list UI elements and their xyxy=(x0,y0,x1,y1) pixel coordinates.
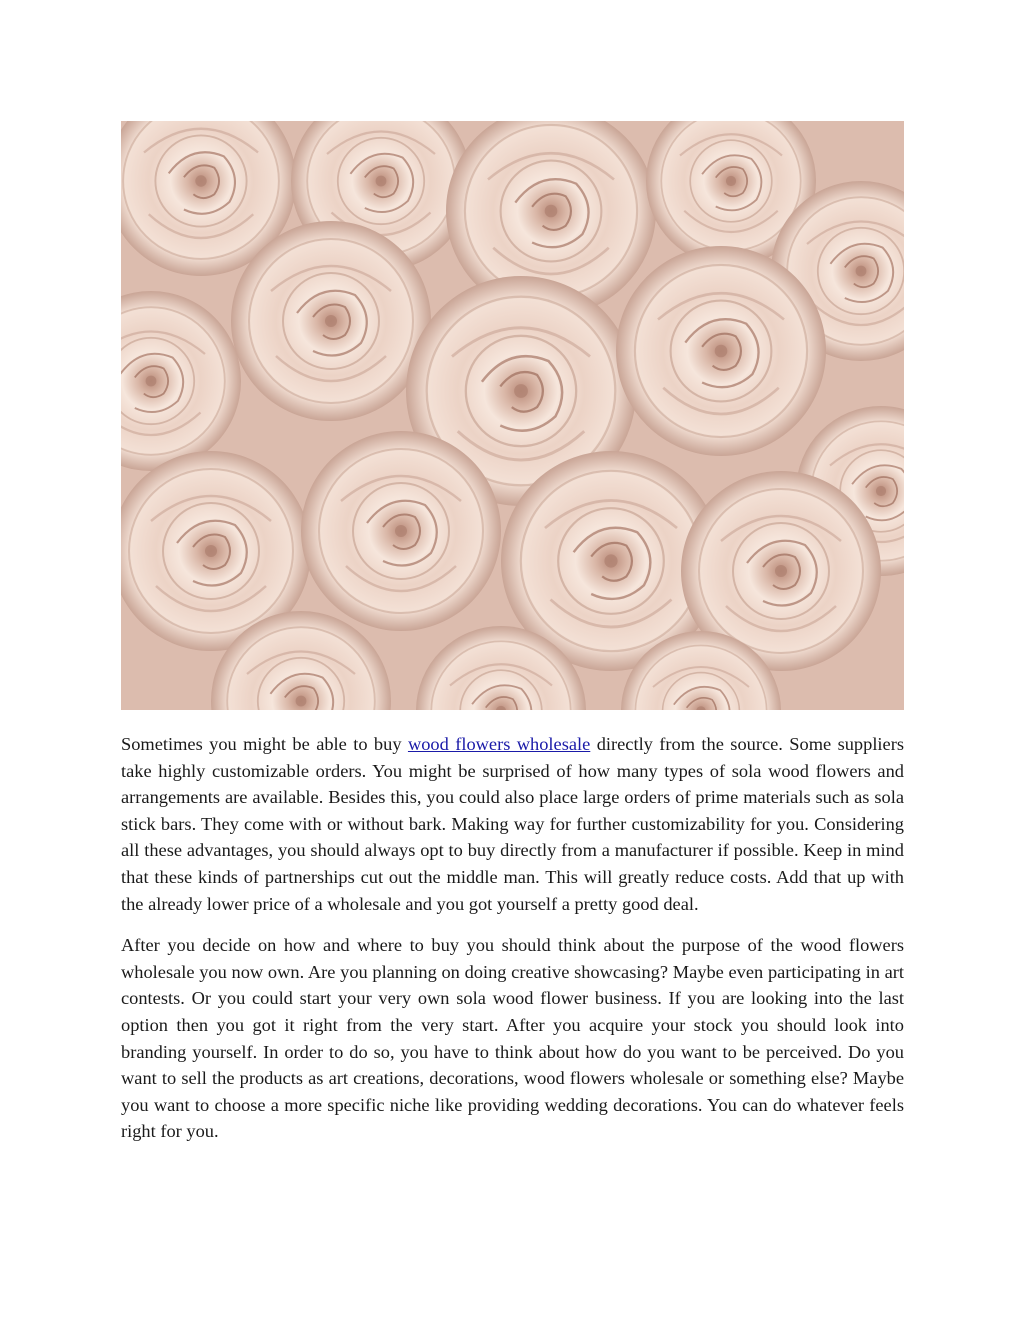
paragraph-1-rest: directly from the source. Some suppliers take highly customizable orders. You might be surprised of how many types of sola wood flowers and arrangements are available. Besides this, you could also place large orders of prime materials such as sola stick bars. They come with or without bark. Making way for further customizability for you. Considering all these advantages, you should always opt to buy directly from a manufacturer if possible. Keep in mind that these kinds of partnerships cut out the middle man. This will greatly reduce costs. Add that up with the already lower price of a wholesale and you got yourself a pretty good deal. xyxy=(121,734,904,914)
paragraph-2: After you decide on how and where to buy you should think about the purpose of the wood flowers wholesale you now own. Are you planning on doing creative showcasing? Maybe even participating in art contests. Or you could start your very own sola wood flower business. If you are looking into the last option then you got it right from the very start. After you acquire your stock you should look into branding yourself. In order to do so, you have to think about how do you want to be perceived. Do you want to sell the products as art creations, decorations, wood flowers wholesale or something else? Maybe you want to choose a more specific niche like providing wedding decorations. You can do whatever feels right for you. xyxy=(121,935,904,1142)
roses-photo xyxy=(121,121,904,710)
roses-illustration xyxy=(121,121,904,710)
paragraph-1-lead: Sometimes you might be able to buy xyxy=(121,734,402,754)
article-body xyxy=(121,731,904,1160)
wood-flowers-wholesale-link[interactable]: wood flowers wholesale xyxy=(407,734,591,754)
paragraph-1 xyxy=(121,731,904,917)
